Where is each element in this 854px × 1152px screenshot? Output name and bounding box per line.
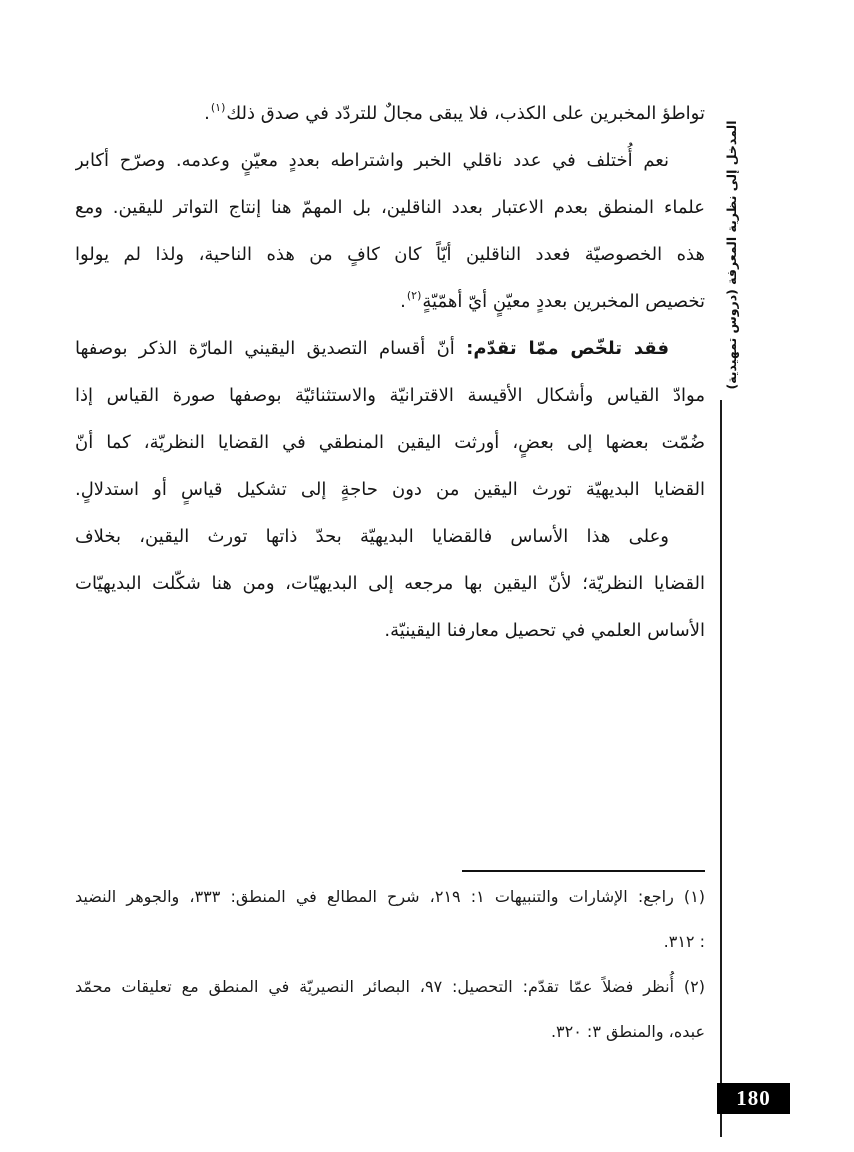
body-line: هذه الخصوصيّة فعدد الناقلين أيّاً كان كافٍ من هذه الناحية، ولذا لم يولوا <box>75 244 705 265</box>
margin-rule <box>720 400 722 1137</box>
body-line: ضُمّت بعضها إلى بعضٍ، أورثت اليقين المنطقي في القضايا النظريّة، كما أنّ <box>75 432 705 453</box>
footnote-separator <box>462 870 705 872</box>
body-line <box>75 278 705 325</box>
page-body <box>75 90 705 654</box>
body-line: القضايا البديهيّة تورث اليقين من دون حاجةٍ إلى تشكيل قياسٍ أو استدلالٍ. <box>75 479 705 500</box>
page-number: 180 <box>717 1083 790 1114</box>
body-text: أنّ أقسام التصديق اليقيني المارّة الذكر بوصفها <box>75 338 467 359</box>
body-line <box>75 90 705 137</box>
body-line: الأساس العلمي في تحصيل معارفنا اليقينيّة. <box>384 620 705 641</box>
footnote-line: (١) راجع: الإشارات والتنبيهات ١: ٢١٩، شرح المطالع في المنطق: ٣٣٣، والجوهر النضيد <box>75 887 705 906</box>
body-text: . <box>400 291 406 312</box>
body-line: نعم أُختلف في عدد ناقلي الخبر واشتراطه بعددٍ معيّنٍ وعدمه. وصرّح أكابر <box>75 150 669 171</box>
body-line <box>75 325 705 372</box>
footnote-line: عبده، والمنطق ٣: ٣٢٠. <box>550 1022 705 1041</box>
footnote-ref-2: (٢) <box>406 289 422 302</box>
body-text: تخصيص المخبرين بعددٍ معيّنٍ أيّ أهمّيّةٍ <box>422 291 705 312</box>
body-line: علماء المنطق بعدم الاعتبار بعدد الناقلين، بل المهمّ هنا إنتاج التواتر لليقين. ومع <box>75 197 705 218</box>
footnote-line: (٢) أُنظر فضلاً عمّا تقدّم: التحصيل: ٩٧، البصائر النصيريّة في المنطق مع تعليقات محمّد <box>75 977 705 996</box>
body-line: القضايا النظريّة؛ لأنّ اليقين بها مرجعه إلى البديهيّات، ومن هنا شكّلت البديهيّات <box>75 573 705 594</box>
footnotes-block <box>75 870 705 1054</box>
body-text: . <box>204 103 210 124</box>
body-line: وعلى هذا الأساس فالقضايا البديهيّة بحدّ ذاتها تورث اليقين، بخلاف <box>75 526 669 547</box>
footnote-ref-1: (١) <box>210 101 226 114</box>
body-text: تواطؤ المخبرين على الكذب، فلا يبقى مجالٌ للتردّد في صدق ذلك <box>226 103 705 124</box>
footnote-line: : ٣١٢. <box>663 932 705 951</box>
body-line: موادّ القياس وأشكال الأقيسة الاقترانيّة والاستثنائيّة بوصفها صورة القياس إذا <box>75 385 705 406</box>
margin-book-title: المدخل إلى نظرية المعرفة (دروس تمهيدية) <box>724 120 739 390</box>
bold-lead-in: فقد تلخّص ممّا تقدّم: <box>466 338 669 359</box>
